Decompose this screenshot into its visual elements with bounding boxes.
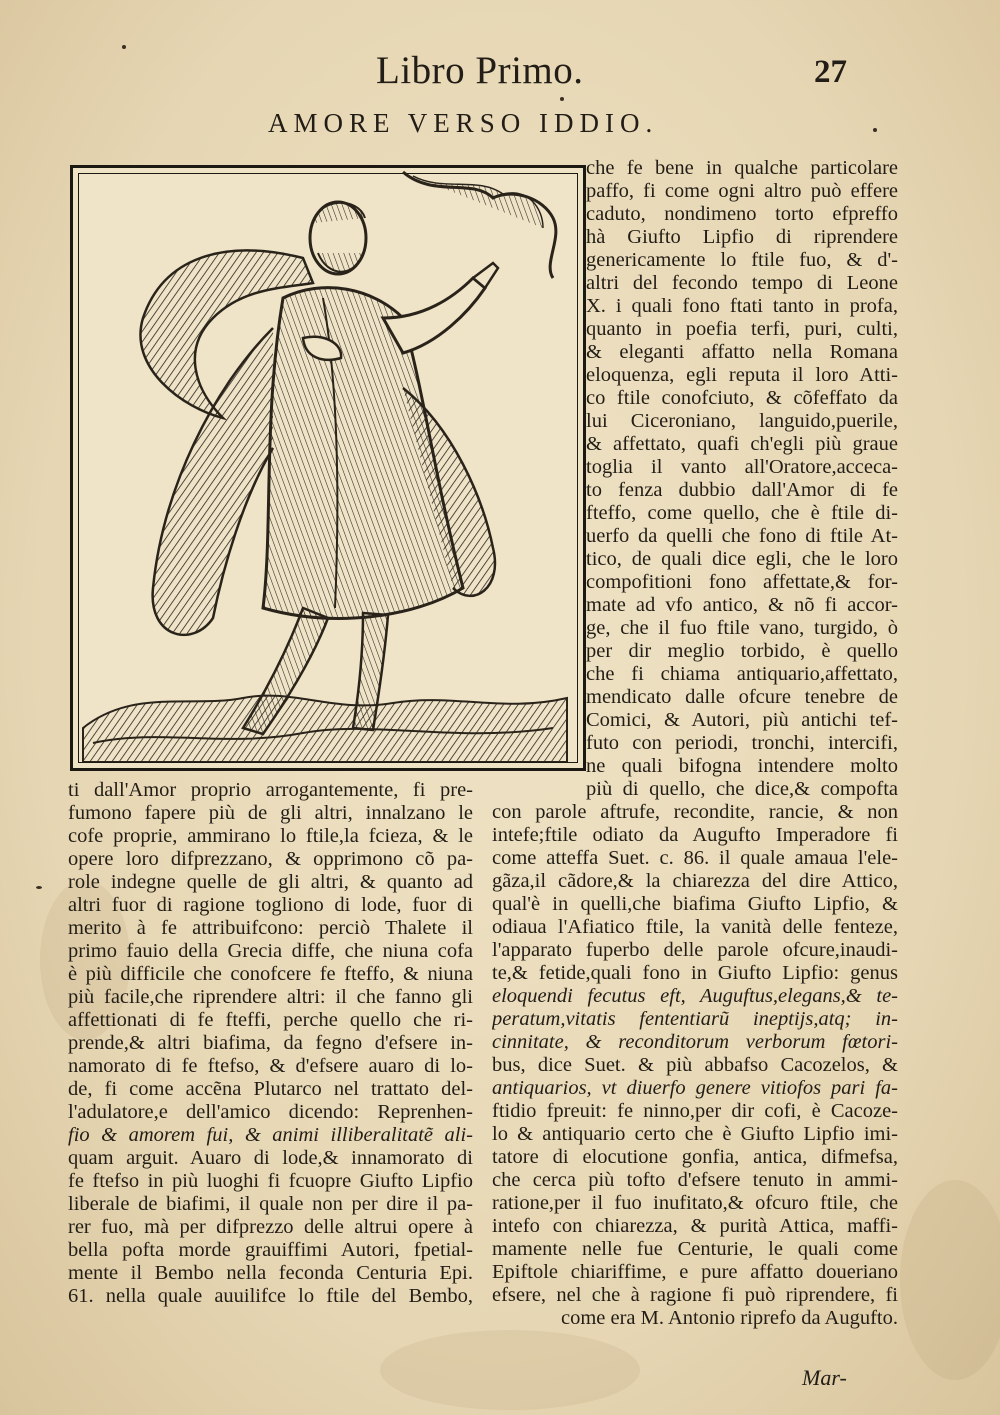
paper-stain <box>900 1180 1000 1380</box>
text-line: 61. nella quale auuilifce lo ftile del Bembo, <box>68 1286 473 1307</box>
text-line: role indegne quelle de gli altri, & quanto ad <box>68 872 473 893</box>
text-line: compofitioni fono affettate,& for- <box>586 572 898 593</box>
text-line: hà Giufto Lipfio di riprendere <box>586 227 898 248</box>
text-line: con parole aftrufe, recondite, rancie, & non <box>492 802 898 823</box>
text-line: Epiftole chiariffime, e pure affatto doueriano <box>492 1262 898 1283</box>
text-line: liberale de biafimi, il quale non per dire il pa- <box>68 1194 473 1215</box>
text-line: l'apparato fuperbo delle parole ofcure,inaudi- <box>492 940 898 961</box>
text-line: quam arguit. Auaro di lode,& innamorato di <box>68 1148 473 1169</box>
text-line: futo con periodi, tronchi, intercifi, <box>586 733 898 754</box>
text-line: fio & amorem fui, & animi illiberalitatẽ ali- <box>68 1125 473 1146</box>
text-line: ftidio fpreuit: fe ninno,per dir cofi, è Cacoze- <box>492 1101 898 1122</box>
text-line: altri fuor di ragione togliono di lode, fuor di <box>68 895 473 916</box>
text-line: fumono fapere più de gli altri, innalzano le <box>68 803 473 824</box>
text-line: più facile,che riprendere altri: il che fanno gli <box>68 987 473 1008</box>
woodcut-figure-drawing <box>73 168 577 762</box>
text-line: fteffo, come quello, che è ftile di- <box>586 503 898 524</box>
text-line: l'adulatore,e dell'amico dicendo: Reprenhen- <box>68 1102 473 1123</box>
text-line: tatore di elocutione gonfia, antica, difmefsa, <box>492 1147 898 1168</box>
ink-speck <box>122 45 126 49</box>
text-line: intefe;ftile odiato da Augufto Imperadore fi <box>492 825 898 846</box>
text-line: mendicato dalle ofcure tenebre de <box>586 687 898 708</box>
running-header-title: Libro Primo. <box>376 49 584 92</box>
text-line: to fenza dubbio dall'Amor di fe <box>586 480 898 501</box>
text-line: caduto, nondimeno torto efpreffo <box>586 204 898 225</box>
text-line: bus, dice Suet. & più abbafso Cacozelos, & <box>492 1055 898 1076</box>
section-title: AMORE VERSO IDDIO. <box>268 108 659 138</box>
text-line: de, fi come accẽna Plutarco nel trattato del- <box>68 1079 473 1100</box>
text-line: più di quello, che dice,& compofta <box>586 779 898 800</box>
text-line: altri del fecondo tempo di Leone <box>586 273 898 294</box>
text-line: toglia il vanto all'Oratore,acceca- <box>586 457 898 478</box>
text-line: uerfo da quelli che fono di ftile At- <box>586 526 898 547</box>
text-line: prende,& altri biafima, da fegno d'efsere in- <box>68 1033 473 1054</box>
text-line: cinnitate, & reconditorum verborum fœtori- <box>492 1032 898 1053</box>
text-line: mente il Bembo nella feconda Centuria Epi. <box>68 1263 473 1284</box>
text-line: come atteffa Suet. c. 86. il quale amaua l'ele- <box>492 848 898 869</box>
text-line: che fe bene in qualche particolare <box>586 158 898 179</box>
text-line: te,& fetide,quali fono in Giufto Lipfio: genus <box>492 963 898 984</box>
text-line: affettionati di fe fteffi, perche quello che ri- <box>68 1010 473 1031</box>
text-line: Comici, & Autori, più antichi tef- <box>586 710 898 731</box>
text-line: gãza,il cãdore,& la chiarezza del dire Attico, <box>492 871 898 892</box>
text-line: efsere, nel che à ragione fi può riprendere, fi <box>492 1285 898 1306</box>
text-line: paffo, fi come ogni altro può effere <box>586 181 898 202</box>
ink-speck <box>36 886 42 889</box>
text-line: ratione,per il fuo inufitato,& ofcuro ftile, che <box>492 1193 898 1214</box>
text-line: ge, che il fuo ftile vano, turgido, ò <box>586 618 898 639</box>
text-line: eloquendi fecutus eft, Auguftus,elegans,& te- <box>492 986 898 1007</box>
paper-stain <box>380 1330 640 1410</box>
ink-speck <box>873 128 877 132</box>
text-line: ti dall'Amor proprio arrogantemente, fi pre- <box>68 780 473 801</box>
text-line: mamente nelle fue Centurie, le quali come <box>492 1239 898 1260</box>
text-line: odiaua l'Afiatico ftile, la vanità delle fenteze, <box>492 917 898 938</box>
text-line: & eleganti affatto nella Romana <box>586 342 898 363</box>
text-line: qual'è in quelli,che biafima Giufto Lipfio, & <box>492 894 898 915</box>
text-line: genericamente lo ftile fuo, & d'- <box>586 250 898 271</box>
text-line: primo fauio della Grecia diffe, che niuna cofa <box>68 941 473 962</box>
text-line: X. i quali fono ftati tanto in profa, <box>586 296 898 317</box>
text-line: lo & antiquario certo che è Giufto Lipfio imi- <box>492 1124 898 1145</box>
text-line: che fi chiama antiquario,affettato, <box>586 664 898 685</box>
text-line: cofe proprie, ammirano lo ftile,la fcieza, & le <box>68 826 473 847</box>
text-line: intefo con chiarezza, & purità Attica, maffi- <box>492 1216 898 1237</box>
text-line: peratum,vitatis fententiarũ ineptijs,atq; in- <box>492 1009 898 1030</box>
page-number: 27 <box>814 54 847 90</box>
text-line: tico, de quali dice egli, che le loro <box>586 549 898 570</box>
text-line: è più difficile che conofcere fe fteffo, & niuna <box>68 964 473 985</box>
text-line: lui Ciceroniano, languido,puerile, <box>586 411 898 432</box>
catchword: Mar- <box>802 1365 847 1390</box>
ink-speck <box>560 97 564 101</box>
text-line: quanto in poefia terfi, puri, culti, <box>586 319 898 340</box>
text-line: opere loro difprezzano, & opprimono cõ pa- <box>68 849 473 870</box>
text-line: bella pofta morde grauiffimi Autori, fpetial- <box>68 1240 473 1261</box>
text-line: mate ad vfo antico, & nõ fi accor- <box>586 595 898 616</box>
woodcut-illustration <box>70 165 586 771</box>
text-line: ne quali bifogna intendere molto <box>586 756 898 777</box>
text-line: co ftile conofciuto, & cõfeffato da <box>586 388 898 409</box>
text-line: per dir meglio torbido, è quello <box>586 641 898 662</box>
text-line: fe ftefso in più luoghi fi fcuopre Giufto Lipfio <box>68 1171 473 1192</box>
text-line: eloquenza, egli reputa il loro Atti- <box>586 365 898 386</box>
text-line: merito à fe attribuifcono: perciò Thalete il <box>68 918 473 939</box>
text-line: rer fuo, mà per difprezzo delle altrui opere à <box>68 1217 473 1238</box>
text-line: come era M. Antonio riprefo da Augufto. <box>560 1308 898 1329</box>
text-line: antiquarios, vt diuerfo genere vitiofos pari fa- <box>492 1078 898 1099</box>
text-line: & affettato, quafi ch'egli più graue <box>586 434 898 455</box>
text-line: che cerca più tofto d'efsere tenuto in ammi- <box>492 1170 898 1191</box>
text-line: namorato di fe ftefso, & d'efsere auaro di lo- <box>68 1056 473 1077</box>
